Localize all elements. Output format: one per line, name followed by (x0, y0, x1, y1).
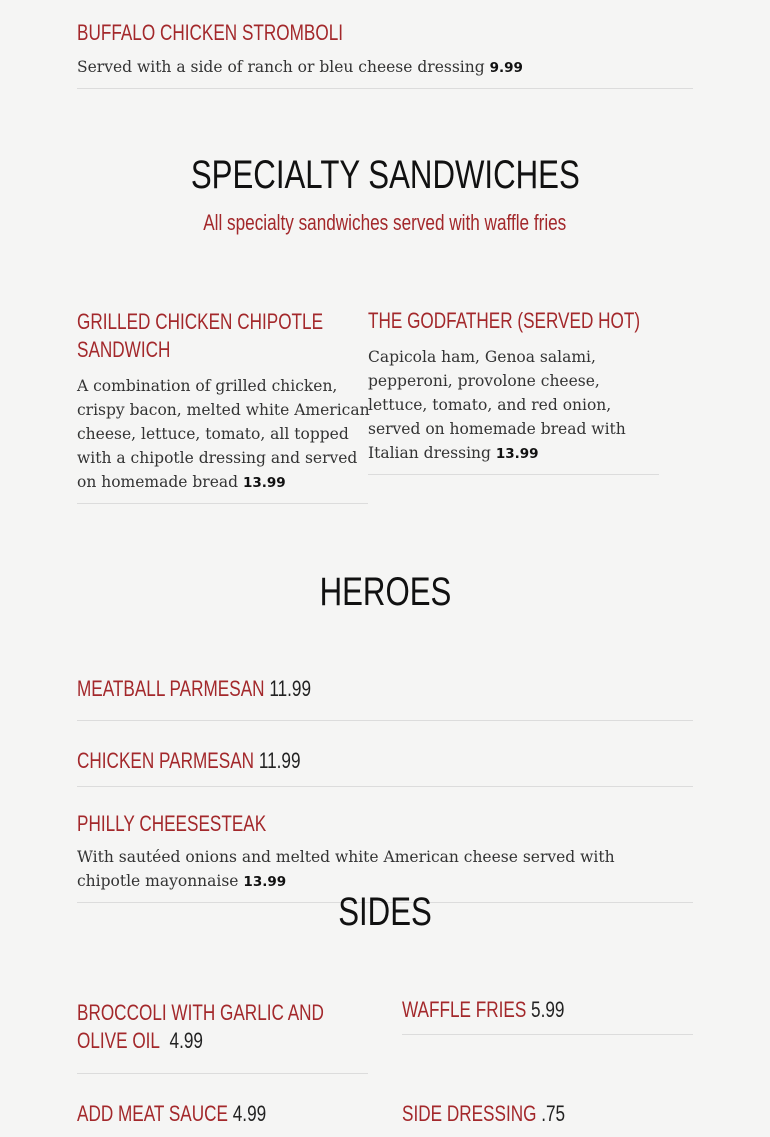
item-price: .75 (541, 1101, 566, 1126)
item-name: GRILLED CHICKEN CHIPOTLE SANDWICH (77, 309, 324, 362)
item-description (368, 345, 663, 466)
item-price: 9.99 (489, 60, 523, 76)
divider (77, 88, 693, 89)
section-subtitle (0, 210, 770, 236)
divider (402, 1034, 693, 1035)
menu-item-broccoli (77, 999, 366, 1055)
description-text: A combination of grilled chicken, crispy bacon, melted white American cheese, lettuce, tomato, all topped with a chipotle dressing and served on homemade bread (77, 377, 370, 491)
section-title-text: SPECIALTY SANDWICHES (190, 153, 580, 197)
menu-item-add-meat-sauce (77, 1101, 320, 1127)
item-name: MEATBALL PARMESAN (77, 676, 265, 701)
divider (77, 1073, 368, 1074)
section-title-heroes (0, 570, 770, 615)
section-title-text: SIDES (338, 890, 432, 934)
description-text: Capicola ham, Genoa salami, pepperoni, provolone cheese, lettuce, tomato, and red onion, served on homemade bread with Italian dressing (368, 348, 626, 462)
item-name: WAFFLE FRIES (402, 997, 527, 1022)
divider (368, 474, 659, 475)
divider (77, 786, 693, 787)
item-name: BUFFALO CHICKEN STROMBOLI (77, 20, 344, 45)
divider (77, 503, 368, 504)
menu-item-stromboli (77, 20, 418, 46)
section-subtitle-text: All specialty sandwiches served with waffle fries (203, 210, 567, 235)
item-name: BROCCOLI WITH GARLIC AND OLIVE OIL (77, 1000, 324, 1053)
section-title-text: HEROES (319, 570, 451, 614)
divider (77, 720, 693, 721)
item-price: 4.99 (232, 1101, 267, 1126)
description-text: With sautéed onions and melted white American cheese served with chipotle mayonnaise (77, 848, 615, 890)
item-price: 11.99 (258, 748, 301, 773)
menu-item-waffle-fries (402, 997, 610, 1023)
item-description (77, 374, 373, 495)
menu-item-side-dressing (402, 1101, 611, 1127)
item-name: THE GODFATHER (SERVED HOT) (368, 308, 641, 333)
menu-item-philly-cheesesteak (77, 811, 320, 837)
description-text: Served with a side of ranch or bleu cheese dressing (77, 58, 485, 76)
item-price: 13.99 (243, 874, 287, 890)
item-price: 5.99 (531, 997, 565, 1022)
item-price: 13.99 (243, 475, 286, 491)
menu-item-chicken-parmesan (77, 748, 364, 774)
item-name: CHICKEN PARMESAN (77, 748, 255, 773)
item-name: ADD MEAT SAUCE (77, 1101, 228, 1126)
menu-item-meatball-parmesan (77, 676, 377, 702)
item-price: 13.99 (495, 446, 539, 462)
menu-item-godfather (368, 308, 717, 334)
item-description (77, 55, 717, 80)
item-name: SIDE DRESSING (402, 1101, 537, 1126)
item-price: 11.99 (269, 676, 311, 701)
item-name: PHILLY CHEESESTEAK (77, 811, 267, 836)
section-title-specialty (0, 153, 770, 198)
item-price: 4.99 (169, 1028, 203, 1053)
section-title-sides (0, 890, 770, 935)
item-description (77, 845, 677, 894)
